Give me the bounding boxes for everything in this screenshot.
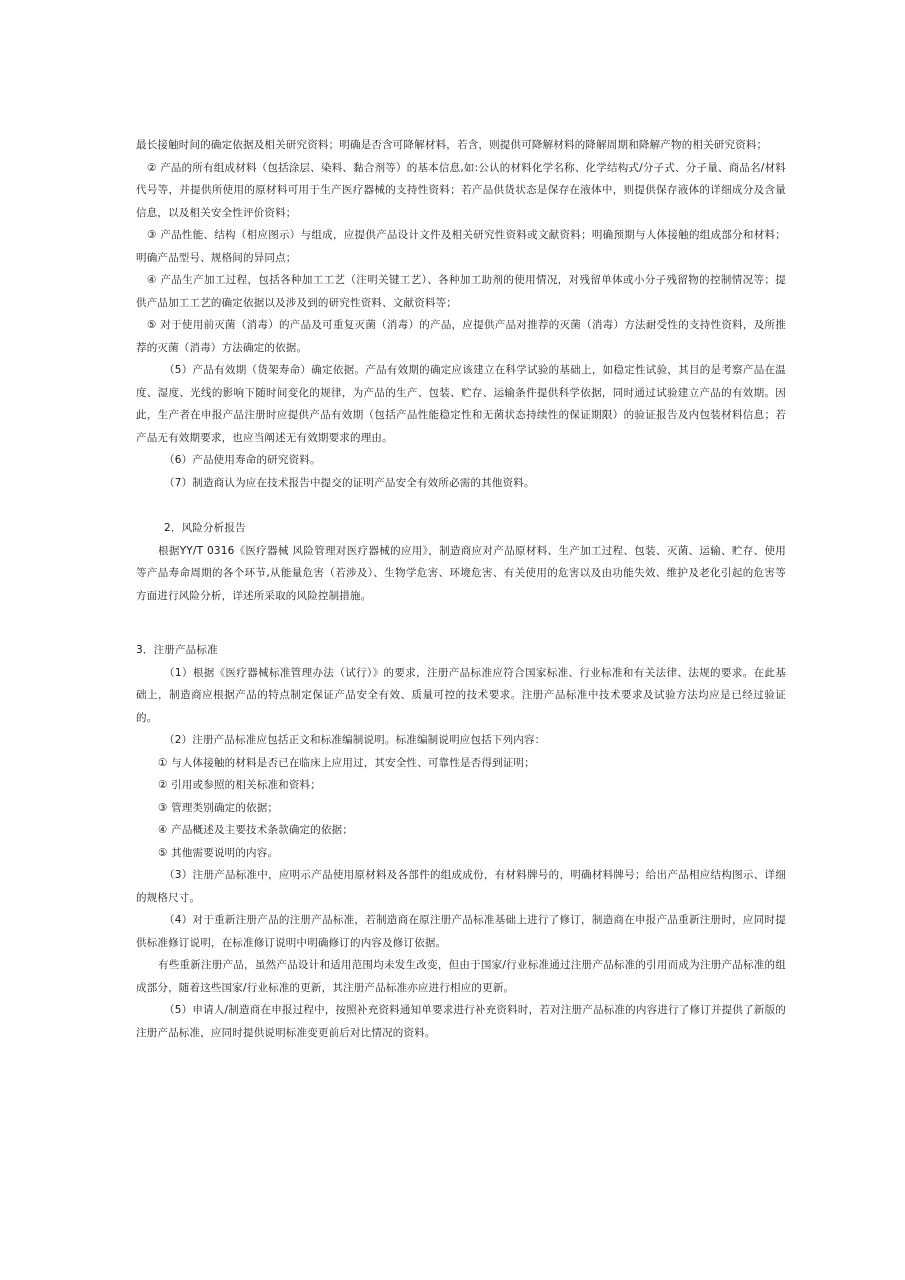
list-item-standard-1: ① 与人体接触的材料是否已在临床上应用过，其安全性、可靠性是否得到证明；	[158, 756, 535, 769]
paragraph-material-duration: 最长接触时间的确定依据及相关研究资料；明确是否含可降解材料，若含，则提供可降解材料的降解周期和降解产物的相关研究资料；	[136, 139, 768, 151]
document-page	[136, 134, 786, 1044]
list-item-standard-4: ④ 产品概述及主要技术条款确定的依据；	[158, 824, 354, 836]
section-heading-product-standard: 3．注册产品标准	[136, 644, 218, 656]
paragraph-standard-4b: 有些重新注册产品，虽然产品设计和适用范围均未发生改变，但由于国家/行业标准通过注册产品标准的引用而成为注册产品标准的组成部分，随着这些国家/行业标准的更新，其注册产品标准亦应进行相应的更新。	[136, 959, 786, 994]
list-item-composition: ② 产品的所有组成材料（包括涂层、染料、黏合剂等）的基本信息,如:公认的材料化学名称、化学结构式/分子式、分子量、商品名/材料代号等，并提供所使用的原材料可用于生产医疗器械的支持性资料；若产品供货状态是保存在液体中，则提供保存液体的详细成分及含量信息，以及相关安全性评价资料；	[136, 161, 786, 219]
paragraph-standard-3: （3）注册产品标准中，应明示产品使用原材料及各部件的组成成份，有材料牌号的，明确材料牌号；给出产品相应结构图示、详细的规格尺寸。	[136, 869, 786, 904]
paragraph-other-materials: （7）制造商认为应在技术报告中提交的证明产品安全有效所必需的其他资料。	[164, 476, 535, 489]
paragraph-standard-4: （4）对于重新注册产品的注册产品标准，若制造商在原注册产品标准基础上进行了修订，制造商在申报产品重新注册时，应同时提供标准修订说明，在标准修订说明中明确修订的内容及修订依据。	[136, 914, 786, 949]
section-heading-risk-analysis: 2．风险分析报告	[164, 522, 246, 534]
list-item-standard-2: ② 引用或参照的相关标准和资料；	[158, 779, 321, 791]
list-item-standard-5: ⑤ 其他需要说明的内容。	[158, 846, 279, 859]
list-item-performance: ③ 产品性能、结构（相应图示）与组成，应提供产品设计文件及相关研究性资料或文献资料；明确预期与人体接触的组成部分和材料；明确产品型号、规格间的异同点；	[136, 229, 786, 264]
list-item-sterilization: ⑤ 对于使用前灭菌（消毒）的产品及可重复灭菌（消毒）的产品，应提供产品对推荐的灭菌（消毒）方法耐受性的支持性资料，及所推荐的灭菌（消毒）方法确定的依据。	[136, 319, 786, 354]
list-item-processing: ④ 产品生产加工过程，包括各种加工工艺（注明关键工艺）、各种加工助剂的使用情况，对残留单体或小分子残留物的控制情况等；提供产品加工工艺的确定依据以及涉及到的研究性资料、文献资料等；	[136, 274, 786, 309]
paragraph-standard-5: （5）申请人/制造商在申报过程中，按照补充资料通知单要求进行补充资料时，若对注册产品标准的内容进行了修订并提供了新版的注册产品标准，应同时提供说明标准变更前后对比情况的资料。	[136, 1004, 786, 1039]
list-item-standard-3: ③ 管理类别确定的依据；	[158, 801, 279, 814]
paragraph-shelf-life: （5）产品有效期（货架寿命）确定依据。产品有效期的确定应该建立在科学试验的基础上，如稳定性试验，其目的是考察产品在温度、湿度、光线的影响下随时间变化的规律，为产品的生产、包装、贮存、运输条件提供科学依据，同时通过试验建立产品的有效期。因此，生产者在申报产品注册时应提供产品有效期（包括产品性能稳定性和无菌状态持续性的保证期限）的验证报告及内包装材料信息；若产品无有效期要求，也应当阐述无有效期要求的理由。	[136, 364, 786, 444]
paragraph-standard-1: （1）根据《医疗器械标准管理办法（试行）》的要求，注册产品标准应符合国家标准、行业标准和有关法律、法规的要求。在此基础上，制造商应根据产品的特点制定保证产品安全有效、质量可控的技术要求。注册产品标准中技术要求及试验方法均应是已经过验证的。	[136, 666, 786, 724]
paragraph-standard-2: （2）注册产品标准应包括正文和标准编制说明。标准编制说明应包括下列内容：	[164, 734, 546, 746]
paragraph-risk-analysis: 根据YY/T 0316《医疗器械 风险管理对医疗器械的应用》，制造商应对产品原材料、生产加工过程、包装、灭菌、运输、贮存、使用等产品寿命周期的各个环节,从能量危害（若涉及）、生物学危害、环境危害、有关使用的危害以及由功能失效、维护及老化引起的危害等方面进行风险分析，详述所采取的风险控制措施。	[136, 544, 786, 602]
paragraph-service-life: （6）产品使用寿命的研究资料。	[164, 454, 321, 466]
